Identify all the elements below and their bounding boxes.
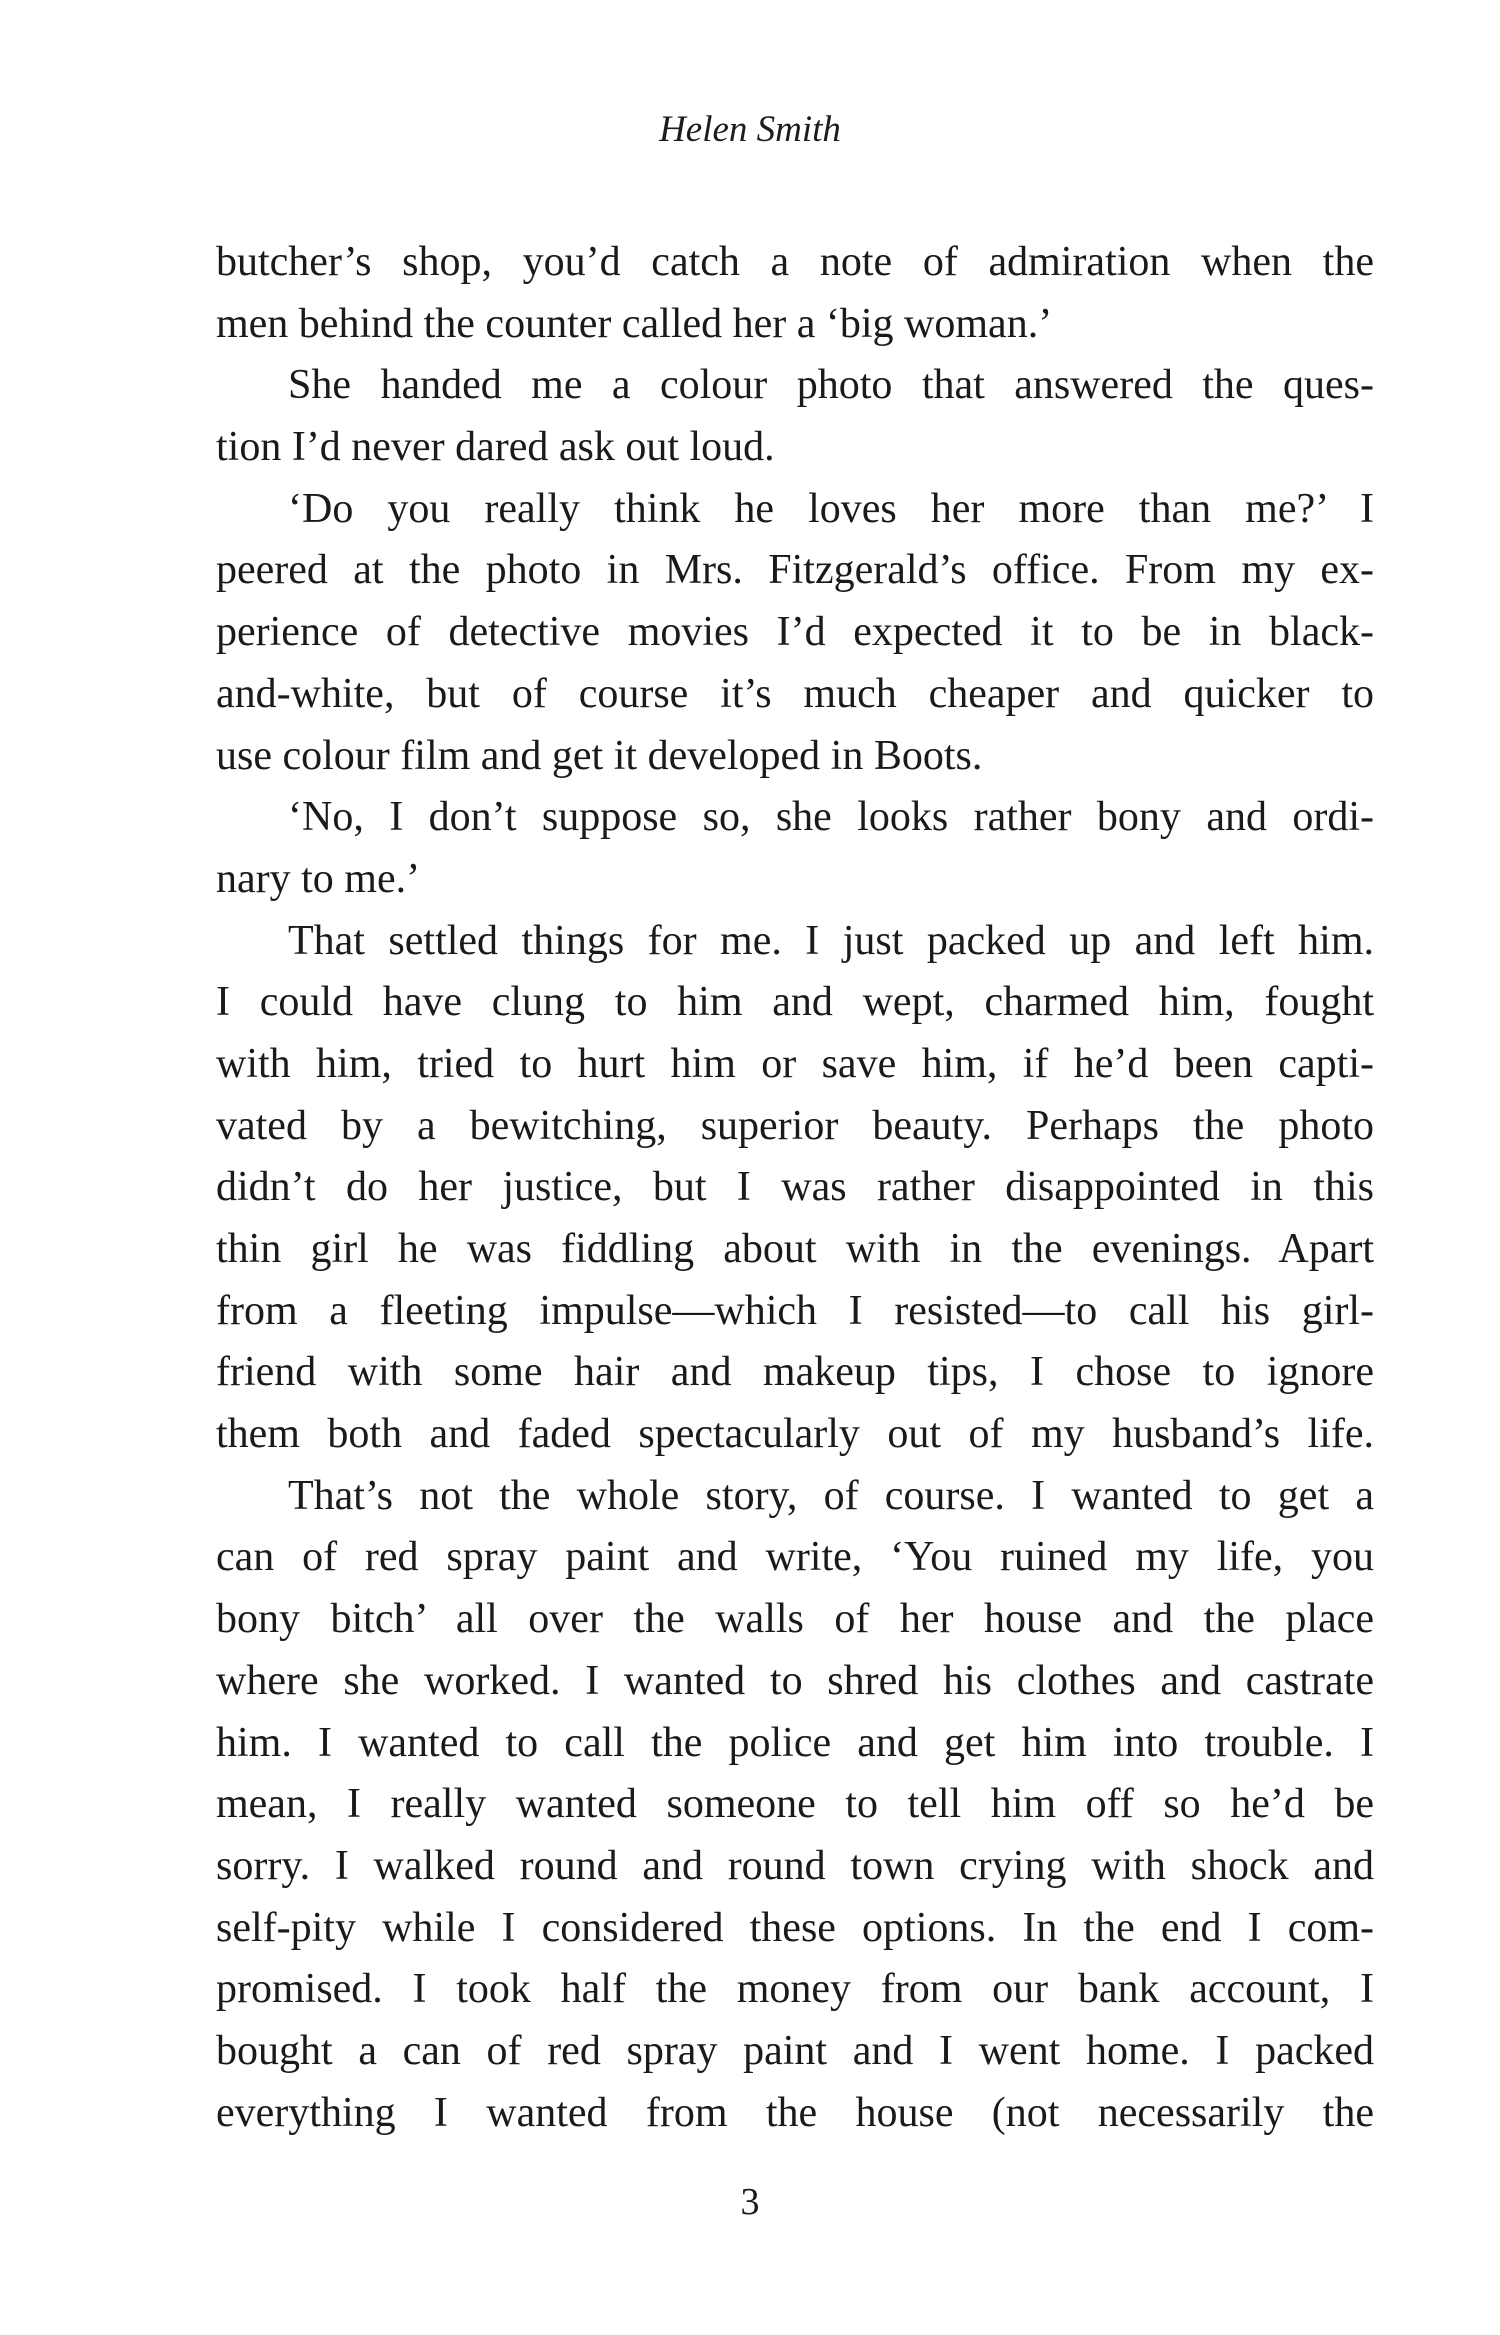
text-line: That’s not the whole story, of course. I wanted to get a — [288, 1472, 1374, 1519]
body-text — [216, 232, 1374, 2144]
text-line: and-white, but of course it’s much cheaper and quicker to — [216, 670, 1374, 717]
text-line: promised. I took half the money from our bank account, I — [216, 1966, 1374, 2013]
page-number: 3 — [740, 2181, 760, 2223]
text-line: tion I’d never dared ask out loud. — [216, 424, 775, 471]
text-line: bought a can of red spray paint and I went home. I packed — [216, 2027, 1374, 2074]
text-line: didn’t do her justice, but I was rather disappointed in this — [216, 1164, 1374, 1211]
text-line: ‘No, I don’t suppose so, she looks rather bony and ordi- — [288, 794, 1374, 841]
text-line: peered at the photo in Mrs. Fitzgerald’s office. From my ex- — [216, 547, 1374, 594]
text-line: bony bitch’ all over the walls of her house and the place — [216, 1596, 1374, 1643]
text-line: She handed me a colour photo that answered the ques- — [288, 362, 1374, 409]
text-line: perience of detective movies I’d expected it to be in black- — [216, 609, 1374, 656]
text-line: use colour film and get it developed in Boots. — [216, 732, 983, 779]
text-line: butcher’s shop, you’d catch a note of admiration when the — [216, 239, 1374, 285]
text-line: ‘Do you really think he loves her more than me?’ I — [288, 485, 1374, 532]
text-line: where she worked. I wanted to shred his clothes and castrate — [216, 1657, 1374, 1704]
text-line: I could have clung to him and wept, charmed him, fought — [216, 979, 1374, 1026]
text-line: vated by a bewitching, superior beauty. Perhaps the photo — [216, 1102, 1374, 1149]
text-line: sorry. I walked round and round town crying with shock and — [216, 1842, 1374, 1889]
text-line: him. I wanted to call the police and get him into trouble. I — [216, 1719, 1374, 1766]
text-line: thin girl he was fiddling about with in the evenings. Apart — [216, 1226, 1374, 1272]
running-head: Helen Smith — [659, 109, 841, 150]
text-line: nary to me.’ — [216, 855, 421, 902]
text-line: can of red spray paint and write, ‘You ruined my life, you — [216, 1534, 1374, 1581]
text-line: self-pity while I considered these options. In the end I com- — [216, 1904, 1374, 1951]
text-line: men behind the counter called her a ‘big woman.’ — [216, 300, 1053, 347]
text-line: from a fleeting impulse—which I resisted—to call his girl- — [216, 1287, 1374, 1334]
text-line: That settled things for me. I just packed up and left him. — [288, 917, 1374, 964]
text-line: friend with some hair and makeup tips, I chose to ignore — [216, 1349, 1374, 1396]
text-line: mean, I really wanted someone to tell him off so he’d be — [216, 1781, 1374, 1828]
text-line: them both and faded spectacularly out of my husband’s life. — [216, 1411, 1374, 1458]
text-line: with him, tried to hurt him or save him, if he’d been capti- — [216, 1040, 1374, 1087]
text-line: everything I wanted from the house (not necessarily the — [216, 2089, 1374, 2136]
